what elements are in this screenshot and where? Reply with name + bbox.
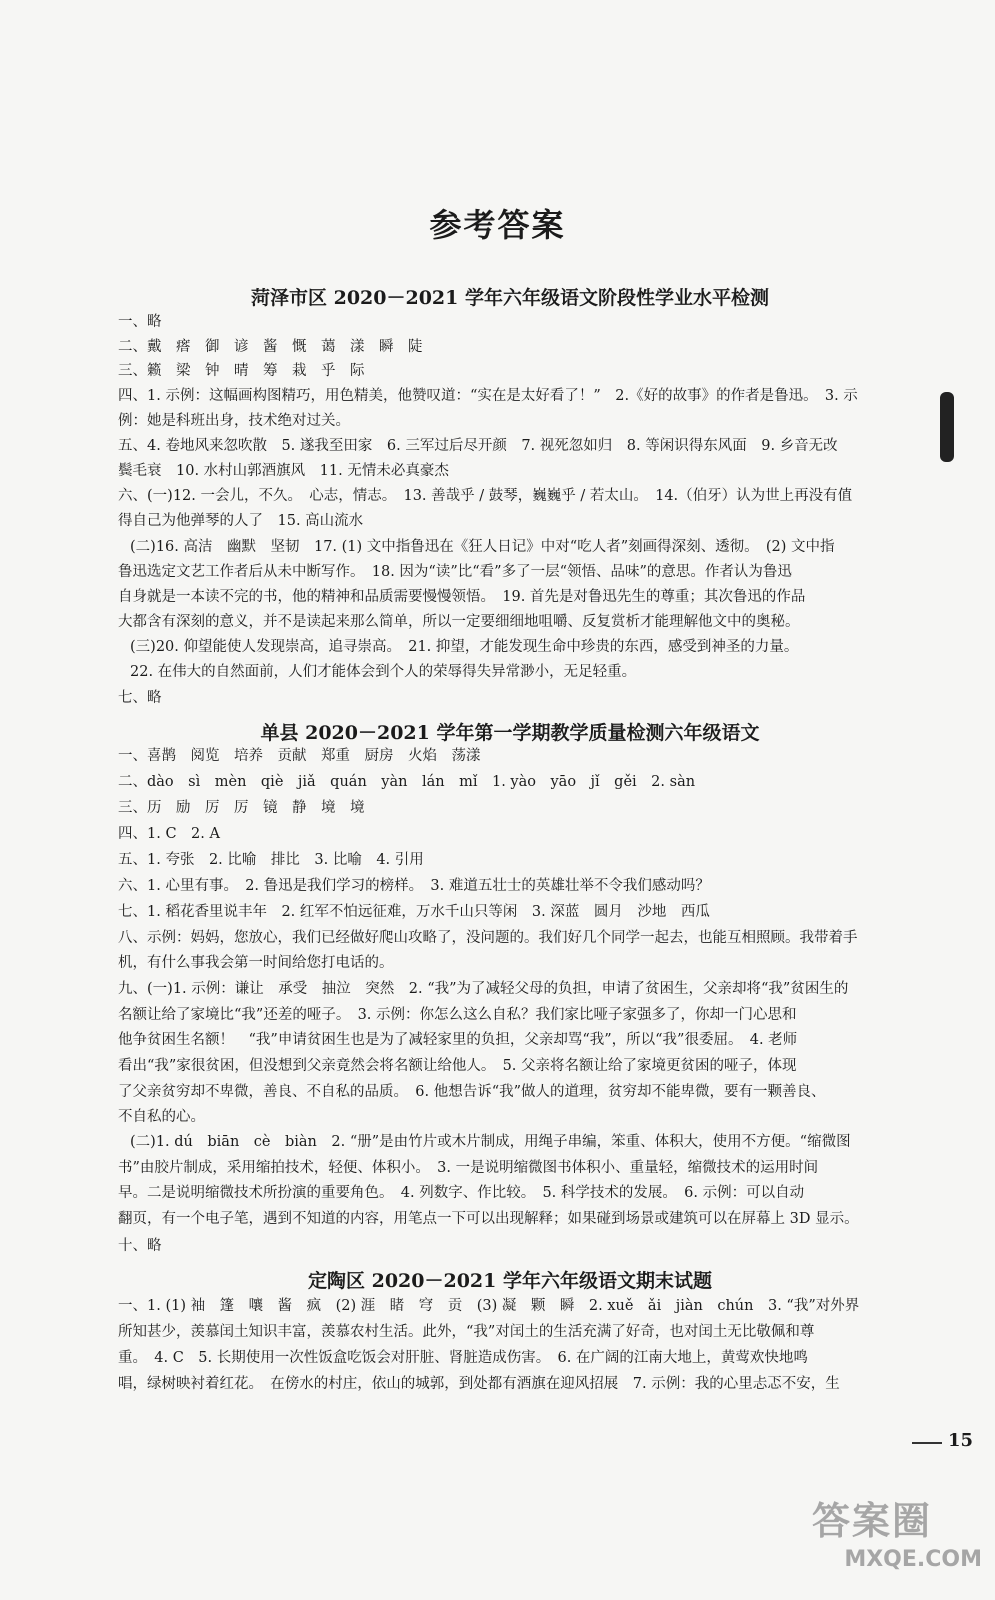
answer-line: 四、1. C 2. A — [118, 826, 220, 842]
answer-line: 所知甚少，羡慕闰土知识丰富，羡慕农村生活。此外，“我”对闰土的生活充满了好奇，也对闰土无比敬佩和尊 — [118, 1324, 815, 1340]
answer-line: 六、1. 心里有事。 2. 鲁迅是我们学习的榜样。 3. 难道五壮士的英雄壮举不令我们感动吗？ — [118, 878, 710, 894]
answer-line: (二)1. dú biān cè biàn 2. “册”是由竹片或木片制成，用绳子串编，笨重、体积大，使用不方便。“缩微图 — [130, 1134, 851, 1150]
section-heading-shanxian: 单县 2020－2021 学年第一学期教学质量检测六年级语文 — [260, 722, 760, 744]
answer-line: 鲁迅选定文艺工作者后从未中断写作。 18. 因为“读”比“看”多了一层“领悟、品味”的意思。作者认为鲁迅 — [118, 564, 792, 580]
page-title: 参考答案 — [429, 206, 566, 244]
answer-line: 大都含有深刻的意义，并不是读起来那么简单，所以一定要细细地咀嚼、反复赏析才能理解他文中的奥秘。 — [118, 614, 800, 630]
answer-line: 书”由胶片制成，采用缩拍技术，轻便、体积小。 3. 一是说明缩微图书体积小、重量轻，缩微技术的运用时间 — [118, 1160, 819, 1176]
answer-line: 十、略 — [118, 1238, 162, 1254]
answer-line: 早。二是说明缩微技术所扮演的重要角色。 4. 列数字、作比较。 5. 科学技术的发展。 6. 示例：可以自动 — [118, 1185, 805, 1201]
answer-line: 重。 4. C 5. 长期使用一次性饭盒吃饭会对肝脏、肾脏造成伤害。 6. 在广阔的江南大地上，黄莺欢快地鸣 — [118, 1350, 808, 1366]
answer-line: 四、1. 示例：这幅画构图精巧，用色精美，他赞叹道：“实在是太好看了！” 2.《好的故事》的作者是鲁迅。 3. 示 — [118, 388, 858, 404]
answer-line: 名额让给了家境比“我”还差的哑子。 3. 示例：你怎么这么自私？我们家比哑子家强多了，你却一门心思和 — [118, 1007, 797, 1023]
answer-line: 二、dào sì mèn qiè jiǎ quán yàn lán mǐ 1. yào yāo jǐ gěi 2. sàn — [118, 774, 696, 790]
answer-line: 六、(一)12. 一会儿，不久。 心志，情志。 13. 善哉乎 / 鼓琴，巍巍乎 / 若太山。 14.（伯牙）认为世上再没有值 — [118, 488, 853, 504]
answer-line: 三、历 励 厉 厉 镜 静 境 境 — [118, 800, 365, 816]
section-heading-heze: 菏泽市区 2020－2021 学年六年级语文阶段性学业水平检测 — [251, 287, 769, 309]
answer-line: 翻页，有一个电子笔，遇到不知道的内容，用笔点一下可以出现解释；如果碰到场景或建筑可以在屏幕上 3D 显示。 — [118, 1211, 859, 1227]
answer-line: 五、1. 夸张 2. 比喻 排比 3. 比喻 4. 引用 — [118, 852, 424, 868]
answer-line: 九、(一)1. 示例：谦让 承受 抽泣 突然 2. “我”为了减轻父母的负担，申请了贫困生，父亲却将“我”贫困生的 — [118, 981, 849, 997]
watermark-logo: 答案圈 — [812, 1499, 933, 1543]
answer-line: 二、戴 瘩 御 谚 酱 慨 蔼 漾 瞬 陡 — [118, 339, 423, 355]
answer-line: 自身就是一本读不完的书，他的精神和品质需要慢慢领悟。 19. 首先是对鲁迅先生的尊重；其次鲁迅的作品 — [118, 589, 806, 605]
answer-line: (二)16. 高洁 幽默 坚韧 17. (1) 文中指鲁迅在《狂人日记》中对“吃人者”刻画得深刻、透彻。 (2) 文中指 — [130, 539, 835, 555]
answer-line: 一、1. (1) 袖 篷 嚷 酱 疯 (2) 涯 睹 穹 贡 (3) 凝 颗 瞬 2. xuě ǎi jiàn chún 3. “我”对外界 — [118, 1298, 860, 1314]
answer-line: 22. 在伟大的自然面前，人们才能体会到个人的荣辱得失异常渺小，无足轻重。 — [130, 664, 637, 680]
answer-line: 例：她是科班出身，技术绝对过关。 — [118, 413, 350, 429]
watermark-url: MXQE.COM — [844, 1547, 982, 1572]
answer-line: 鬓毛衰 10. 水村山郭酒旗风 11. 无情未必真豪杰 — [118, 463, 449, 479]
answer-line: 七、略 — [118, 690, 162, 706]
answer-line: 他争贫困生名额！ “我”申请贫困生也是为了减轻家里的负担，父亲却骂“我”，所以“我”很委屈。 4. 老师 — [118, 1032, 798, 1048]
answer-line: (三)20. 仰望能使人发现崇高，追寻崇高。 21. 抑望，才能发现生命中珍贵的东西，感受到神圣的力量。 — [130, 639, 799, 655]
section-heading-dingtao: 定陶区 2020－2021 学年六年级语文期末试题 — [308, 1270, 712, 1292]
watermark — [812, 1490, 982, 1590]
answer-line: 一、喜鹊 阅览 培养 贡献 郑重 厨房 火焰 荡漾 — [118, 748, 481, 764]
answer-line: 机，有什么事我会第一时间给您打电话的。 — [118, 955, 394, 971]
answer-line: 了父亲贫穷却不卑微，善良、不自私的品质。 6. 他想告诉“我”做人的道理，贫穷却不能卑微，要有一颗善良、 — [118, 1084, 826, 1100]
answer-line: 得自己为他弹琴的人了 15. 高山流水 — [118, 513, 364, 529]
answer-line: 三、籁 梁 钟 晴 筹 栽 乎 际 — [118, 363, 365, 379]
answer-line: 不自私的心。 — [118, 1109, 205, 1125]
binding-edge-bleed — [930, 180, 980, 1380]
answer-line: 一、略 — [118, 314, 162, 330]
answer-line: 唱，绿树映衬着红花。 在傍水的村庄，依山的城郭，到处都有酒旗在迎风招展 7. 示例：我的心里忐忑不安，生 — [118, 1376, 840, 1392]
answer-line: 八、示例：妈妈，您放心，我们已经做好爬山攻略了，没问题的。我们好几个同学一起去，也能互相照顾。我带着手 — [118, 930, 858, 946]
answer-line: 七、1. 稻花香里说丰年 2. 红军不怕远征难，万水千山只等闲 3. 深蓝 圆月 沙地 西瓜 — [118, 904, 710, 920]
page-number-dash — [912, 1442, 942, 1444]
answer-line: 五、4. 卷地风来忽吹散 5. 遂我至田家 6. 三军过后尽开颜 7. 视死忽如归 8. 等闲识得东风面 9. 乡音无改 — [118, 438, 838, 454]
answer-line: 看出“我”家很贫困，但没想到父亲竟然会将名额让给他人。 5. 父亲将名额让给了家境更贫困的哑子，体现 — [118, 1058, 797, 1074]
page-number: 15 — [948, 1430, 974, 1451]
